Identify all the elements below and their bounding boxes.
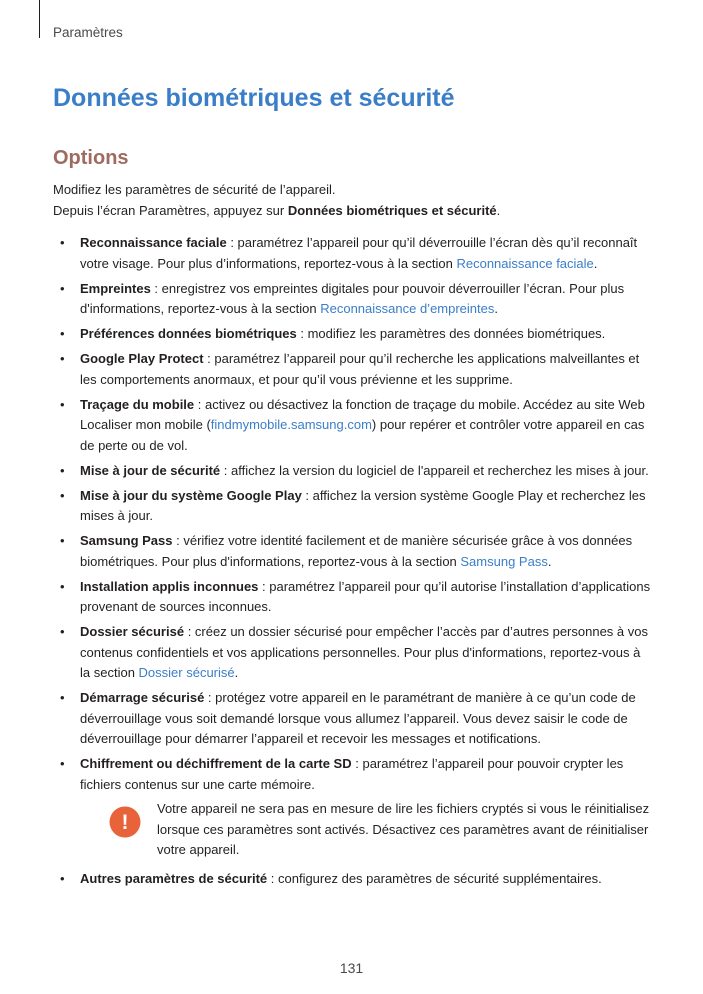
bullet: • [60, 578, 65, 594]
list-item: • Reconnaissance faciale : paramétrez l’appareil pour qu’il déverrouille l’écran dès qu’il reconnaît votre visage. Pour plus d’informations, reportez-vous à la section Reconnaissance faciale. [60, 235, 638, 271]
link-samsung-pass[interactable]: Samsung Pass [460, 553, 548, 569]
list-item: • Mise à jour du système Google Play : affichez la version système Google Play et recherchez les mises à jour. [60, 487, 646, 523]
bullet: • [60, 624, 65, 639]
bullet: • [60, 326, 65, 341]
link-dossier-securise[interactable]: Dossier sécurisé [138, 665, 235, 680]
intro [53, 180, 653, 221]
intro-line-1: Modifiez les paramètres de sécurité de l’appareil. [53, 182, 336, 197]
list-item: • Traçage du mobile : activez ou désactivez la fonction de traçage du mobile. Accédez au site Web Localiser mon mobile (findmymobile.samsung.com) pour repérer et contrôler votre appareil en cas de perte ou de vol. [60, 396, 645, 453]
warning-note [80, 799, 653, 861]
link-reconnaissance-faciale[interactable]: Reconnaissance faciale [456, 255, 594, 271]
item-term: Autres paramètres de sécurité [80, 870, 268, 886]
breadcrumb: Paramètres [53, 25, 123, 40]
item-term: Mise à jour de sécurité [80, 462, 221, 478]
list-item: • Mise à jour de sécurité : affichez la version du logiciel de l'appareil et recherchez les mises à jour. [53, 461, 653, 482]
page-number: 131 [339, 960, 364, 976]
header-rule [39, 0, 40, 38]
item-term: Démarrage sécurisé [80, 690, 205, 705]
page-title: Données biométriques et sécurité [53, 84, 455, 112]
list-item: • Empreintes : enregistrez vos empreintes digitales pour pouvoir déverrouiller l’écran. Pour plus d'informations, reportez-vous à la section Reconnaissance d’empreintes. [60, 280, 625, 316]
list-item: • Installation applis inconnues : paramétrez l’appareil pour qu’il autorise l’installation d’applications provenant de sources inconnues. [60, 578, 651, 614]
list-item: • Google Play Protect : paramétrez l’appareil pour qu’il recherche les applications malveillantes et les comportements anormaux, et pour qu’il vous prévienne et les supprime. [60, 351, 640, 387]
intro-menu-path: Données biométriques et sécurité [287, 202, 497, 218]
item-term: Traçage du mobile [80, 396, 195, 412]
section-title: Options [53, 147, 129, 169]
item-term: Google Play Protect [80, 351, 204, 366]
item-term: Reconnaissance faciale [80, 235, 227, 250]
list-item: • Samsung Pass : vérifiez votre identité facilement et de manière sécurisée grâce à vos données biométriques. Pour plus d'informations, reportez-vous à la section Samsung Pass. [60, 533, 633, 569]
bullet: • [60, 280, 65, 296]
list-item: • Chiffrement ou déchiffrement de la carte SD : paramétrez l’appareil pour pouvoir crypter les fichiers contenus sur une carte mémoire. ! Votre appareil ne sera pas en mesure de lire les fichiers cryptés si vous le réinitialisez lorsque ces paramètres sont activés. Désactivez ces paramètres avant de réinitialiser votre appareil. [53, 754, 653, 861]
list-item: • Autres paramètres de sécurité : configurez des paramètres de sécurité supplémentaires. [53, 869, 653, 890]
warning-icon [109, 806, 141, 838]
bullet: • [60, 396, 65, 412]
bullet: • [60, 462, 65, 478]
bullet: • [60, 756, 65, 771]
bullet: • [60, 351, 65, 366]
link-reconnaissance-empreintes[interactable]: Reconnaissance d’empreintes [320, 301, 495, 316]
item-term: Mise à jour du système Google Play [80, 487, 302, 503]
item-term: Chiffrement ou déchiffrement de la carte SD [80, 756, 352, 771]
bullet: • [60, 487, 65, 503]
svg-text:!: ! [121, 811, 129, 834]
item-term: Samsung Pass [80, 533, 173, 548]
list-item: • Dossier sécurisé : créez un dossier sécurisé pour empêcher l’accès par d’autres personnes à vos contenus confidentiels et vos applications personnelles. Pour plus d'informations, reportez-vous à la section Dossier sécurisé. [60, 624, 648, 680]
item-term: Préférences données biométriques [80, 326, 297, 341]
bullet: • [60, 870, 65, 886]
intro-line-2: Depuis l’écran Paramètres, appuyez sur Données biométriques et sécurité. [53, 202, 501, 218]
list-item: • Démarrage sécurisé : protégez votre appareil en le paramétrant de manière à ce qu’un code de déverrouillage vous soit demandé lorsque vous allumez l’appareil. Vous devez saisir le code de déverrouillage pour démarrer l’appareil et recevoir les messages et notifications. [60, 690, 636, 746]
item-term: Installation applis inconnues [80, 578, 259, 594]
link-findmymobile[interactable]: findmymobile.samsung.com [210, 417, 372, 432]
bullet: • [60, 690, 65, 705]
item-term: Dossier sécurisé [80, 624, 185, 639]
bullet: • [60, 235, 65, 250]
bullet: • [60, 533, 65, 548]
options-list [53, 233, 653, 894]
item-term: Empreintes [80, 280, 151, 296]
warning-text: Votre appareil ne sera pas en mesure de lire les fichiers cryptés si vous le réinitialisez lorsque ces paramètres sont activés. Désactivez ces paramètres avant de réinitialiser votre appareil. [157, 801, 650, 857]
list-item: • Préférences données biométriques : modifiez les paramètres des données biométriques. [53, 324, 653, 345]
